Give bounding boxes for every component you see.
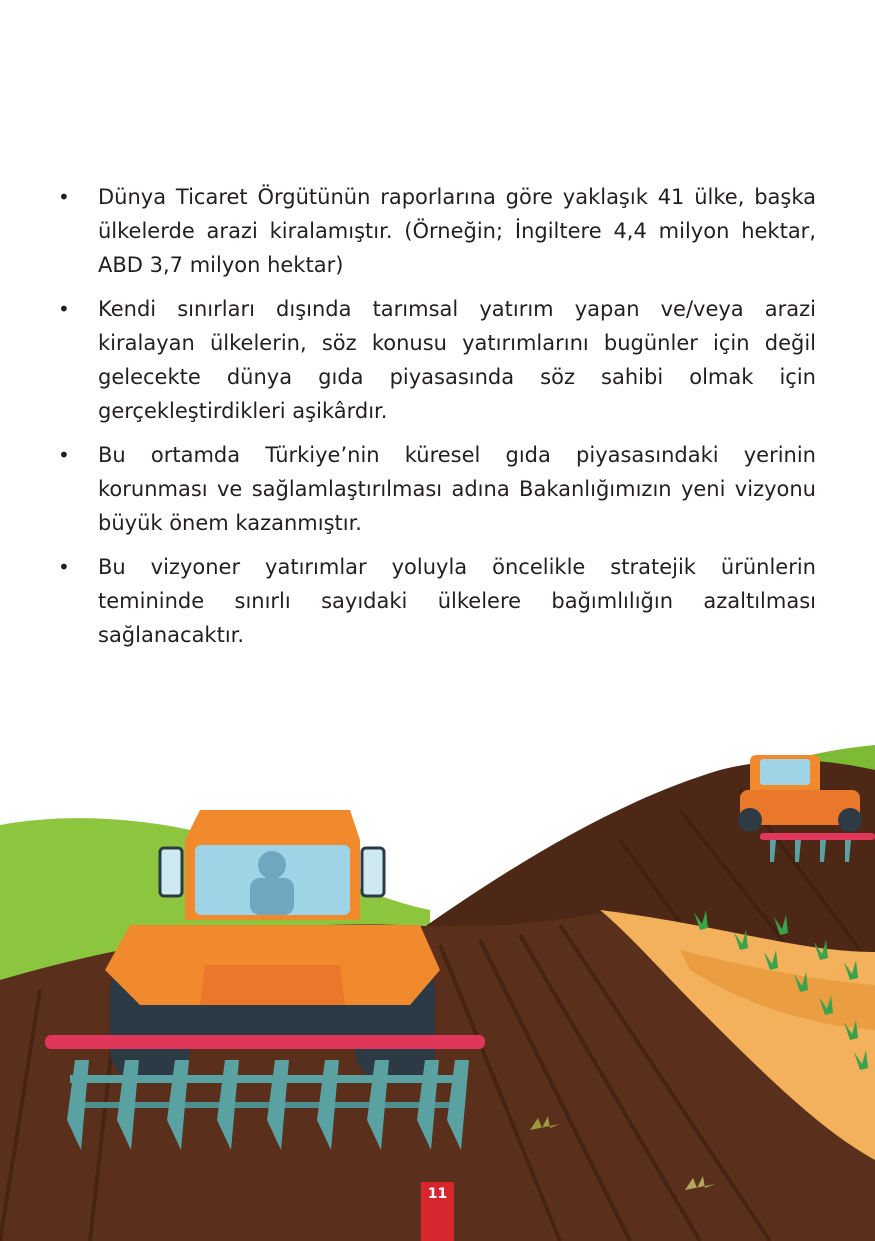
bullet-item-3	[58, 438, 816, 540]
bullet-list-section	[58, 180, 816, 662]
harrow-bar	[45, 1035, 485, 1049]
bullet-text-4: Bu vizyoner yatırımlar yoluyla öncelikle stratejik ürünlerin temininde sınırlı sayıdaki ülkelere bağımlılığın azaltılması sağlanacaktır.	[98, 555, 816, 647]
bullet-text-3: Bu ortamda Türkiye’nin küresel gıda piyasasındaki yerinin korunması ve sağlamlaştırılması adına Bakanlığımızın yeni vizyonu büyük önem kazanmıştır.	[98, 443, 816, 535]
bullet-dot: •	[58, 297, 70, 321]
tractor-mirror-left	[160, 848, 182, 896]
tractor-mirror-right	[362, 848, 384, 896]
bullet-item-2	[58, 292, 816, 428]
bullet-dot: •	[58, 555, 70, 579]
bullet-item-4	[58, 550, 816, 652]
bullet-text-1: Dünya Ticaret Örgütünün raporlarına göre yaklaşık 41 ülke, başka ülkelerde arazi kiralamıştır. (Örneğin; İngiltere 4,4 milyon hektar, ABD 3,7 milyon hektar)	[98, 185, 816, 277]
bullet-dot: •	[58, 443, 70, 467]
bullet-dot: •	[58, 185, 70, 209]
bullet-text-2: Kendi sınırları dışında tarımsal yatırım yapan ve/veya arazi kiralayan ülkelerin, söz konusu yatırımlarını bugünler için değil gelecekte dünya gıda piyasasında söz sahibi olmak için gerçekleştirdikleri aşikârdır.	[98, 297, 816, 423]
farm-tractor-illustration	[0, 730, 875, 1241]
page-number: 11	[427, 1186, 448, 1202]
page-number-tab	[421, 1182, 454, 1241]
bullet-item-1	[58, 180, 816, 282]
bullet-list	[58, 180, 816, 652]
